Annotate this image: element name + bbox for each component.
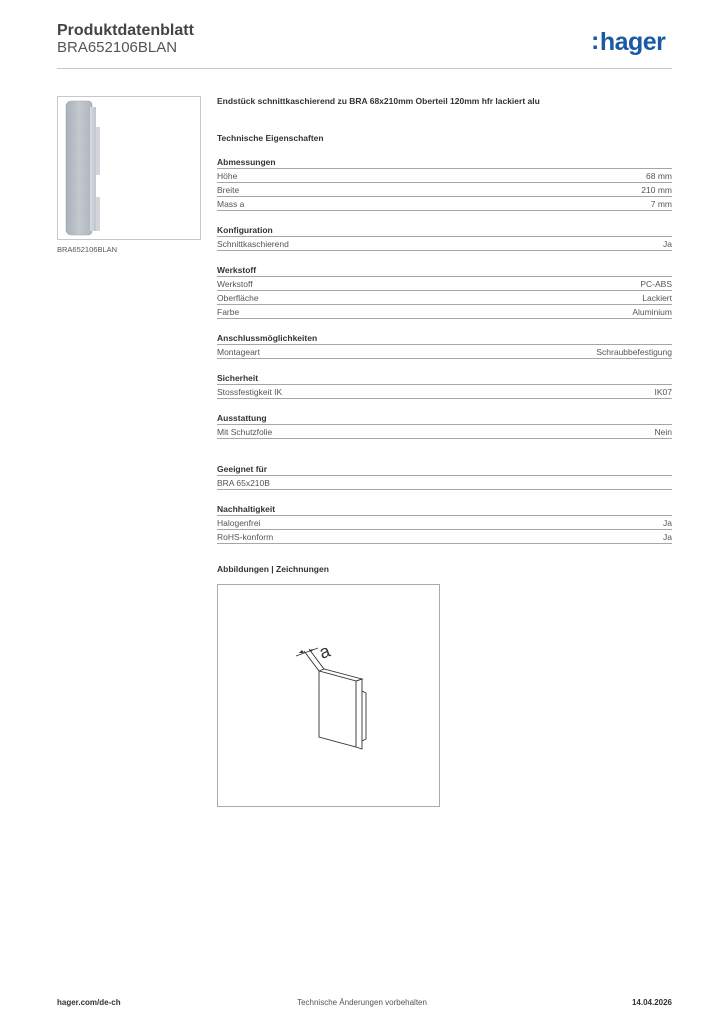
- spec-label: BRA 65x210B: [217, 478, 270, 488]
- product-photo: [57, 96, 201, 240]
- page-title: Produktdatenblatt: [57, 22, 194, 39]
- spec-row: [217, 168, 672, 182]
- product-description: Endstück schnittkaschierend zu BRA 68x210mm Oberteil 120mm hfr lackiert alu: [217, 96, 540, 106]
- spec-label: Werkstoff: [217, 279, 253, 289]
- section-title: Abmessungen: [217, 157, 276, 167]
- logo-text: hager: [599, 28, 666, 56]
- spec-section: [217, 373, 672, 399]
- spec-row: [217, 290, 672, 304]
- spec-value: Aluminium: [632, 307, 672, 317]
- spec-row: [217, 304, 672, 319]
- spec-label: Mass a: [217, 199, 245, 209]
- spec-value: IK07: [654, 387, 672, 397]
- spec-label: Halogenfrei: [217, 518, 261, 528]
- spec-sections: [217, 157, 672, 544]
- spec-column: [217, 92, 672, 544]
- spec-row: [217, 424, 672, 439]
- spec-label: Montageart: [217, 347, 260, 357]
- spec-row: [217, 276, 672, 290]
- spec-section: [217, 333, 672, 359]
- technical-drawing: [217, 584, 440, 807]
- spec-label: Farbe: [217, 307, 240, 317]
- spec-row: [217, 384, 672, 399]
- spec-value: Lackiert: [642, 293, 672, 303]
- section-title: Sicherheit: [217, 373, 259, 383]
- spec-label: Breite: [217, 185, 240, 195]
- spec-value: Ja: [663, 239, 672, 249]
- spec-section: [217, 225, 672, 251]
- spec-label: Oberfläche: [217, 293, 259, 303]
- spec-value: Nein: [654, 427, 672, 437]
- spec-row: [217, 475, 672, 490]
- spec-value: 7 mm: [650, 199, 672, 209]
- section-title: Geeignet für: [217, 464, 268, 474]
- spec-row: [217, 196, 672, 211]
- header-divider: [57, 68, 672, 69]
- footer-notice: Technische Änderungen vorbehalten: [297, 998, 427, 1007]
- spec-row: [217, 529, 672, 544]
- end-piece-photo-icon: [58, 97, 200, 239]
- spec-row: [217, 515, 672, 529]
- spec-value: 68 mm: [646, 171, 672, 181]
- spec-value: Schraubbefestigung: [596, 347, 672, 357]
- spec-section: [217, 413, 672, 439]
- spec-section: [217, 464, 672, 490]
- section-title: Konfiguration: [217, 225, 273, 235]
- section-title: Werkstoff: [217, 265, 257, 275]
- section-title: Nachhaltigkeit: [217, 504, 276, 514]
- dimension-label: a: [316, 640, 333, 663]
- footer-date: 14.04.2026: [631, 998, 672, 1007]
- spec-row: [217, 236, 672, 251]
- footer-website[interactable]: hager.com/de-ch: [57, 998, 121, 1007]
- photo-caption: BRA652106BLAN: [57, 245, 118, 254]
- product-code: BRA652106BLAN: [57, 39, 178, 56]
- spec-label: Mit Schutzfolie: [217, 427, 273, 437]
- spec-value: Ja: [663, 518, 672, 528]
- spec-label: Stossfestigkeit IK: [217, 387, 283, 397]
- section-title: Anschlussmöglichkeiten: [217, 333, 318, 343]
- spec-section: [217, 265, 672, 319]
- spec-row: [217, 182, 672, 196]
- spec-section: [217, 504, 672, 544]
- technical-heading: Technische Eigenschaften: [217, 133, 324, 143]
- spec-section: [217, 157, 672, 211]
- hager-logo: [591, 28, 665, 57]
- spec-value: 210 mm: [641, 185, 672, 195]
- figures-heading: Abbildungen | Zeichnungen: [217, 564, 329, 574]
- spec-value: Ja: [663, 532, 672, 542]
- spec-row: [217, 344, 672, 359]
- spec-label: Höhe: [217, 171, 238, 181]
- logo-mark-icon: :: [591, 27, 599, 55]
- spec-value: PC-ABS: [640, 279, 672, 289]
- spec-label: RoHS-konform: [217, 532, 274, 542]
- dimension-drawing-icon: [218, 585, 439, 806]
- spec-label: Schnittkaschierend: [217, 239, 289, 249]
- section-title: Ausstattung: [217, 413, 267, 423]
